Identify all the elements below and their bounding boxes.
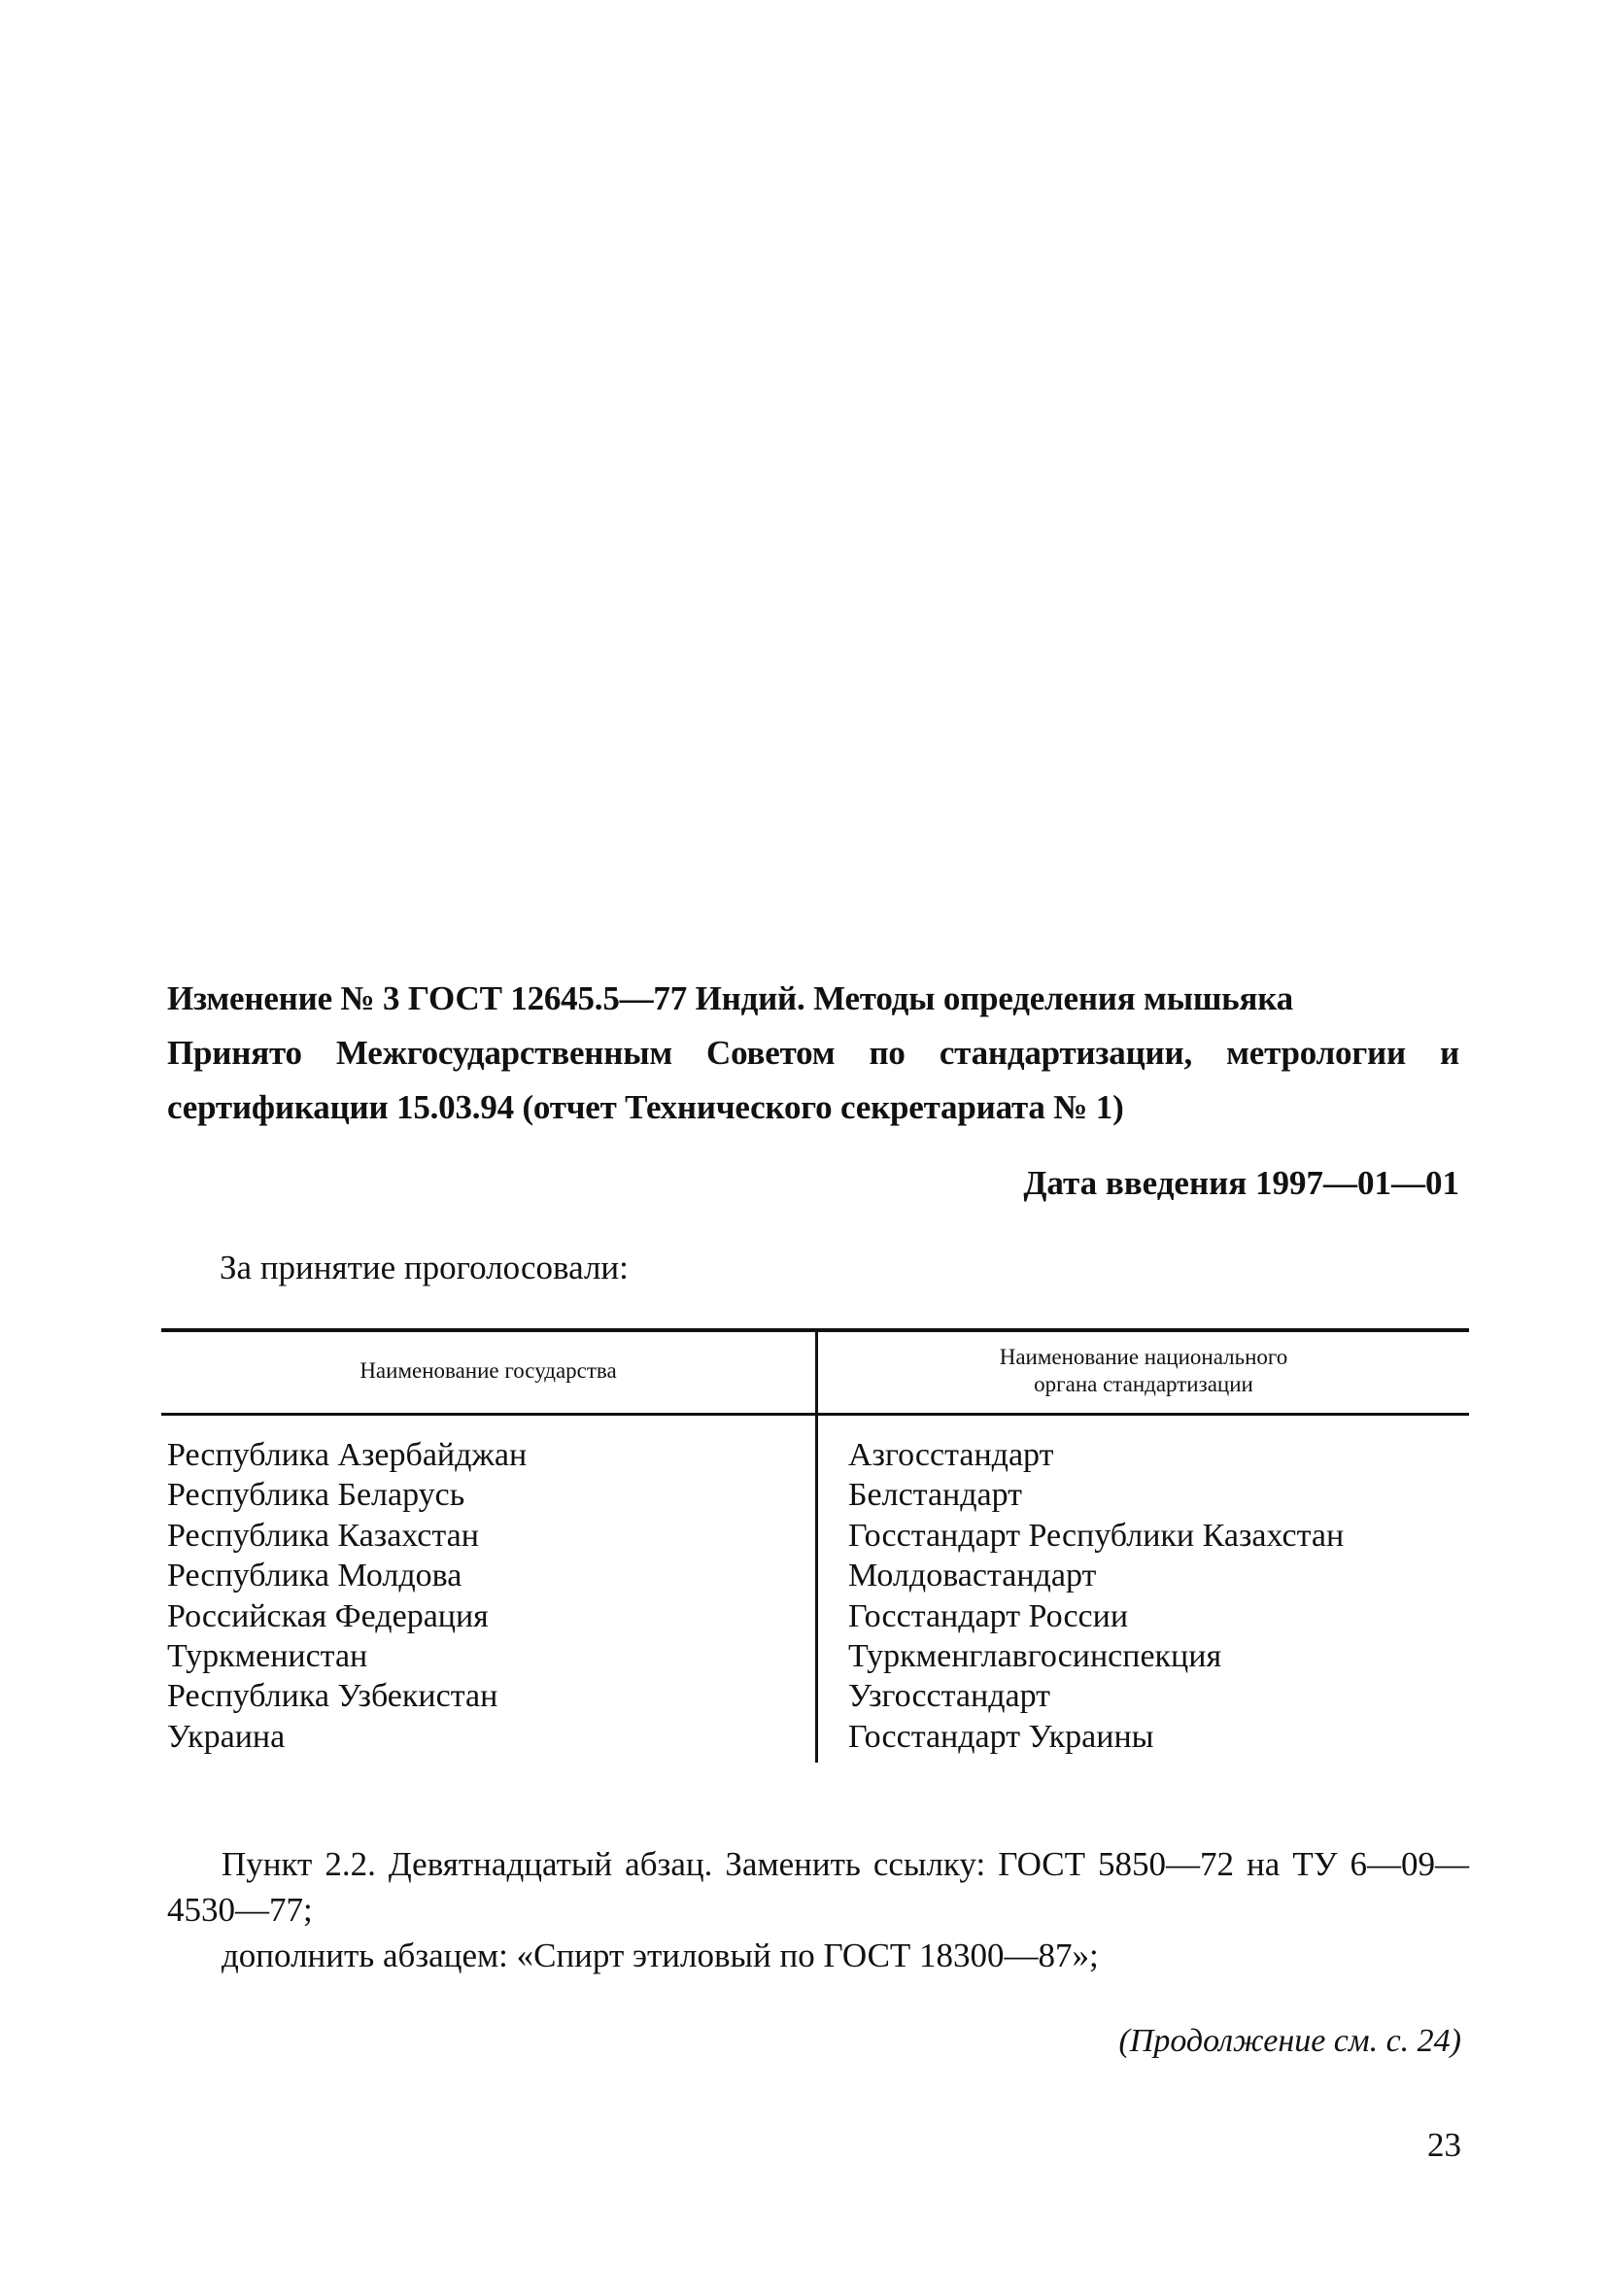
effective-date: Дата введения 1997—01—01 — [1023, 1164, 1459, 1202]
state-cell: Украина — [167, 1718, 286, 1755]
state-cell: Республика Беларусь — [167, 1477, 465, 1514]
organ-cell: Госстандарт России — [848, 1597, 1129, 1634]
body-paragraph: дополнить абзацем: «Спирт этиловый по ГОСТ 18300—87»; — [222, 1936, 1099, 1974]
amendment-body — [167, 1841, 1469, 1978]
state-cell: Республика Казахстан — [167, 1517, 479, 1554]
voted-label: За принятие проголосовали: — [220, 1249, 629, 1286]
continued-note: (Продолжение см. с. 24) — [1118, 2023, 1461, 2059]
header-organ-line2: органа стандартизации — [1034, 1371, 1253, 1396]
organ-cell: Госстандарт Украины — [848, 1718, 1154, 1755]
state-cell: Туркменистан — [167, 1638, 368, 1675]
state-cell: Российская Федерация — [167, 1597, 489, 1634]
organ-cell: Узгосстандарт — [848, 1678, 1051, 1715]
organ-cell: Белстандарт — [848, 1477, 1023, 1514]
header-state — [161, 1328, 815, 1413]
state-column — [167, 1435, 527, 1757]
header-organ — [818, 1328, 1469, 1413]
organ-column — [848, 1435, 1344, 1757]
amendment-title: Изменение № 3 ГОСТ 12645.5—77 Индий. Методы определения мышьяка — [167, 979, 1293, 1017]
state-cell: Республика Молдова — [167, 1558, 462, 1594]
organ-cell: Молдовастандарт — [848, 1558, 1097, 1594]
page-number: 23 — [1427, 2126, 1461, 2164]
header-organ-line1: Наименование национального — [999, 1344, 1288, 1369]
organ-cell: Туркменглавгосинспекция — [848, 1638, 1222, 1675]
organ-cell: Госстандарт Республики Казахстан — [848, 1517, 1345, 1554]
amendment-header — [167, 972, 1459, 1135]
header-state-label: Наименование государства — [359, 1357, 617, 1383]
organ-cell: Азгосстандарт — [848, 1437, 1054, 1473]
state-cell: Республика Азербайджан — [167, 1437, 528, 1473]
body-paragraph: Пункт 2.2. Девятнадцатый абзац. Заменить ссылку: ГОСТ 5850—72 на ТУ 6—09—4530—77; — [167, 1845, 1469, 1929]
state-cell: Республика Узбекистан — [167, 1678, 498, 1715]
approval-statement: Принято Межгосударственным Советом по стандартизации, метрологии и сертификации 15.03.94 (отчет Технического секретариата № 1) — [167, 1034, 1459, 1126]
